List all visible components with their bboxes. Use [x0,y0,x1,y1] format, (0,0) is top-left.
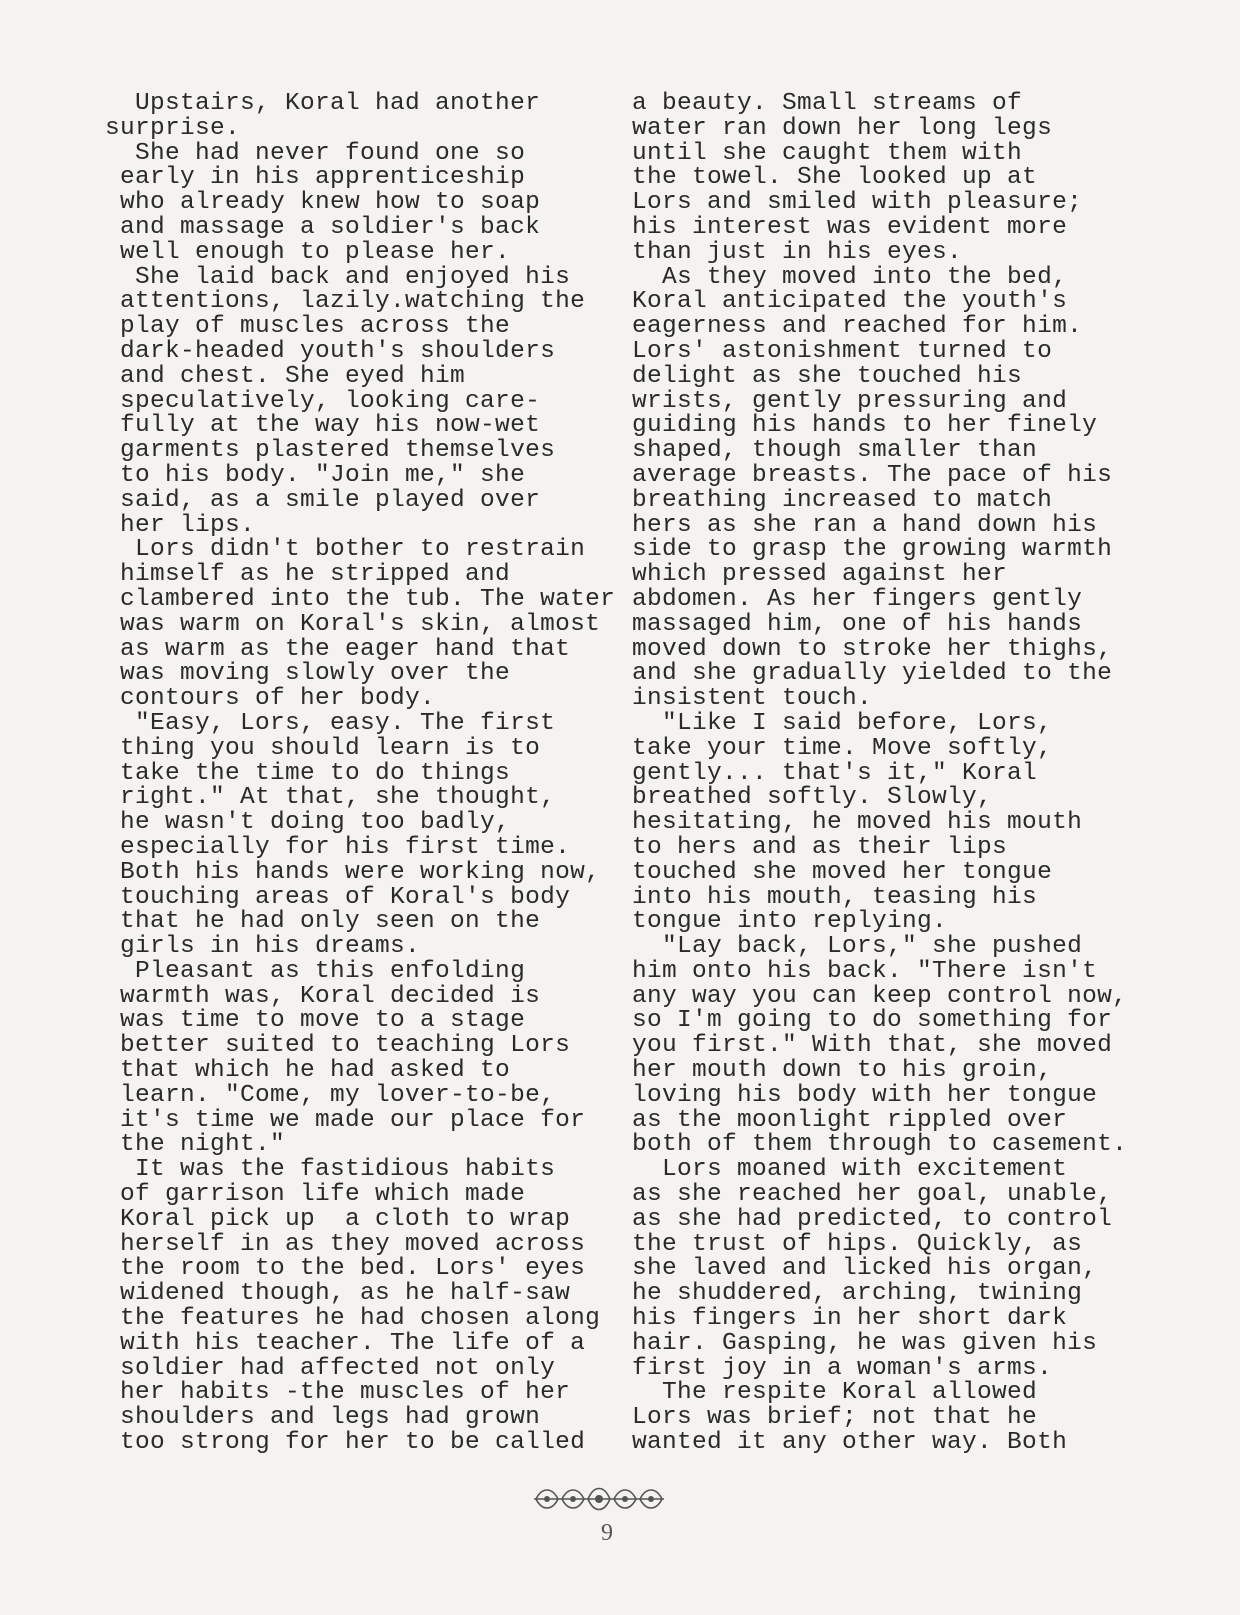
text-line: Lors and smiled with pleasure; [632,189,1083,217]
text-line: her lips. [105,511,256,539]
text-line: until she caught them with [632,139,1023,167]
text-line: fully at the way his now-wet [105,412,541,440]
text-line: Lors moaned with excitement [632,1156,1068,1184]
text-line: Lors was brief; not that he [632,1404,1038,1432]
text-line: hesitating, he moved his mouth [632,809,1083,837]
text-line: "Like I said before, Lors, [632,709,1053,737]
text-line: moved down to stroke her thighs, [632,635,1113,663]
text-line: as she had predicted, to control [632,1205,1113,1233]
text-line: his interest was evident more [632,213,1068,241]
text-line: Lors didn't bother to restrain [105,536,586,564]
text-line: She had never found one so [105,139,526,167]
text-line: abdomen. As her fingers gently [632,585,1083,613]
text-line: the features he had chosen along [105,1305,601,1333]
text-line: first joy in a woman's arms. [632,1354,1053,1382]
text-line: hair. Gasping, he was given his [632,1329,1098,1357]
text-line: better suited to teaching Lors [105,1032,571,1060]
text-line: contours of her body. [105,685,436,713]
text-line: as she reached her goal, unable, [632,1181,1113,1209]
text-line: she laved and licked his organ, [632,1255,1098,1283]
text-line: both of them through to casement. [632,1131,1128,1159]
text-line: it's time we made our place for [105,1106,586,1134]
text-line: to hers and as their lips [632,833,1008,861]
text-line: water ran down her long legs [632,114,1053,142]
text-line: said, as a smile played over [105,486,541,514]
text-line: too strong for her to be called [105,1429,586,1457]
text-line: tongue into replying. [632,908,948,936]
text-line: the trust of hips. Quickly, as [632,1230,1083,1258]
text-line: play of muscles across the [105,313,511,341]
text-line: he wasn't doing too badly, [105,809,511,837]
text-line: Lors' astonishment turned to [632,337,1053,365]
text-line: side to grasp the growing warmth [632,536,1113,564]
text-line: delight as she touched his [632,362,1023,390]
text-line: insistent touch. [632,685,873,713]
text-line: was warm on Koral's skin, almost [105,610,601,638]
text-line: any way you can keep control now, [632,982,1128,1010]
text-line: Pleasant as this enfolding [105,957,526,985]
text-line: well enough to please her. [105,238,511,266]
text-line: surprise. [105,114,241,142]
text-line: "Lay back, Lors," she pushed [632,933,1083,961]
text-line: than just in his eyes. [632,238,963,266]
text-line: her mouth down to his groin, [632,1057,1053,1085]
text-line: Both his hands were working now, [105,858,601,886]
text-line: touching areas of Koral's body [105,883,571,911]
text-line: touched she moved her tongue [632,858,1053,886]
text-line: She laid back and enjoyed his [105,263,571,291]
text-line: learn. "Come, my lover-to-be, [105,1081,556,1109]
text-line: It was the fastidious habits [105,1156,556,1184]
text-line: widened though, as he half-saw [105,1280,571,1308]
text-line: eagerness and reached for him. [632,313,1083,341]
text-line: wanted it any other way. Both [632,1429,1068,1457]
text-line: the room to the bed. Lors' eyes [105,1255,586,1283]
right-text-column [632,92,1127,1456]
text-line: who already knew how to soap [105,189,541,217]
text-line: The respite Koral allowed [632,1379,1038,1407]
text-line: herself in as they moved across [105,1230,586,1258]
text-line: Upstairs, Koral had another [105,90,541,117]
text-line: him onto his back. "There isn't [632,957,1098,985]
text-line: that he had only seen on the [105,908,541,936]
text-line: dark-headed youth's shoulders [105,337,556,365]
text-line: right." At that, she thought, [105,784,556,812]
text-line: Koral pick up a cloth to wrap [105,1205,571,1233]
text-line: massaged him, one of his hands [632,610,1083,638]
text-line: hers as she ran a hand down his [632,511,1098,539]
text-line: especially for his first time. [105,833,571,861]
text-line: Koral anticipated the youth's [632,288,1068,316]
text-line: was moving slowly over the [105,660,511,688]
text-line: "Easy, Lors, easy. The first [105,709,556,737]
text-line: wrists, gently pressuring and [632,387,1068,415]
text-line: take your time. Move softly, [632,734,1053,762]
text-line: so I'm going to do something for [632,1007,1113,1035]
text-line: was time to move to a stage [105,1007,526,1035]
text-line: with his teacher. The life of a [105,1329,586,1357]
text-line: and chest. She eyed him [105,362,466,390]
text-line: loving his body with her tongue [632,1081,1098,1109]
text-line: attentions, lazily.watching the [105,288,586,316]
text-line: a beauty. Small streams of [632,90,1023,117]
text-line: shaped, though smaller than [632,437,1038,465]
text-line: breathed softly. Slowly, [632,784,993,812]
text-line: girls in his dreams. [105,933,421,961]
text-line: speculatively, looking care- [105,387,541,415]
page-number: 9 [601,1520,613,1546]
text-line: he shuddered, arching, twining [632,1280,1083,1308]
text-line: soldier had affected not only [105,1354,556,1382]
text-line: clambered into the tub. The water [105,585,616,613]
text-line: warmth was, Koral decided is [105,982,541,1010]
text-line: early in his apprenticeship [105,164,526,192]
floral-ornament-icon [532,1483,666,1515]
text-line: average breasts. The pace of his [632,461,1113,489]
text-line: as warm as the eager hand that [105,635,571,663]
text-line: himself as he stripped and [105,561,511,589]
text-line: the night." [105,1131,286,1159]
text-line: garments plastered themselves [105,437,556,465]
text-line: her habits -the muscles of her [105,1379,571,1407]
text-line: and she gradually yielded to the [632,660,1113,688]
text-line: shoulders and legs had grown [105,1404,541,1432]
text-line: and massage a soldier's back [105,213,541,241]
text-line: thing you should learn is to [105,734,541,762]
text-line: you first." With that, she moved [632,1032,1113,1060]
text-line: take the time to do things [105,759,511,787]
text-line: to his body. "Join me," she [105,461,526,489]
text-line: the towel. She looked up at [632,164,1038,192]
text-line: gently... that's it," Koral [632,759,1038,787]
text-line: that which he had asked to [105,1057,511,1085]
text-line: of garrison life which made [105,1181,526,1209]
text-line: his fingers in her short dark [632,1305,1068,1333]
text-line: as the moonlight rippled over [632,1106,1068,1134]
text-line: breathing increased to match [632,486,1053,514]
text-line: guiding his hands to her finely [632,412,1098,440]
text-line: As they moved into the bed, [632,263,1068,291]
text-line: into his mouth, teasing his [632,883,1038,911]
left-text-column [105,92,615,1456]
text-line: which pressed against her [632,561,1008,589]
